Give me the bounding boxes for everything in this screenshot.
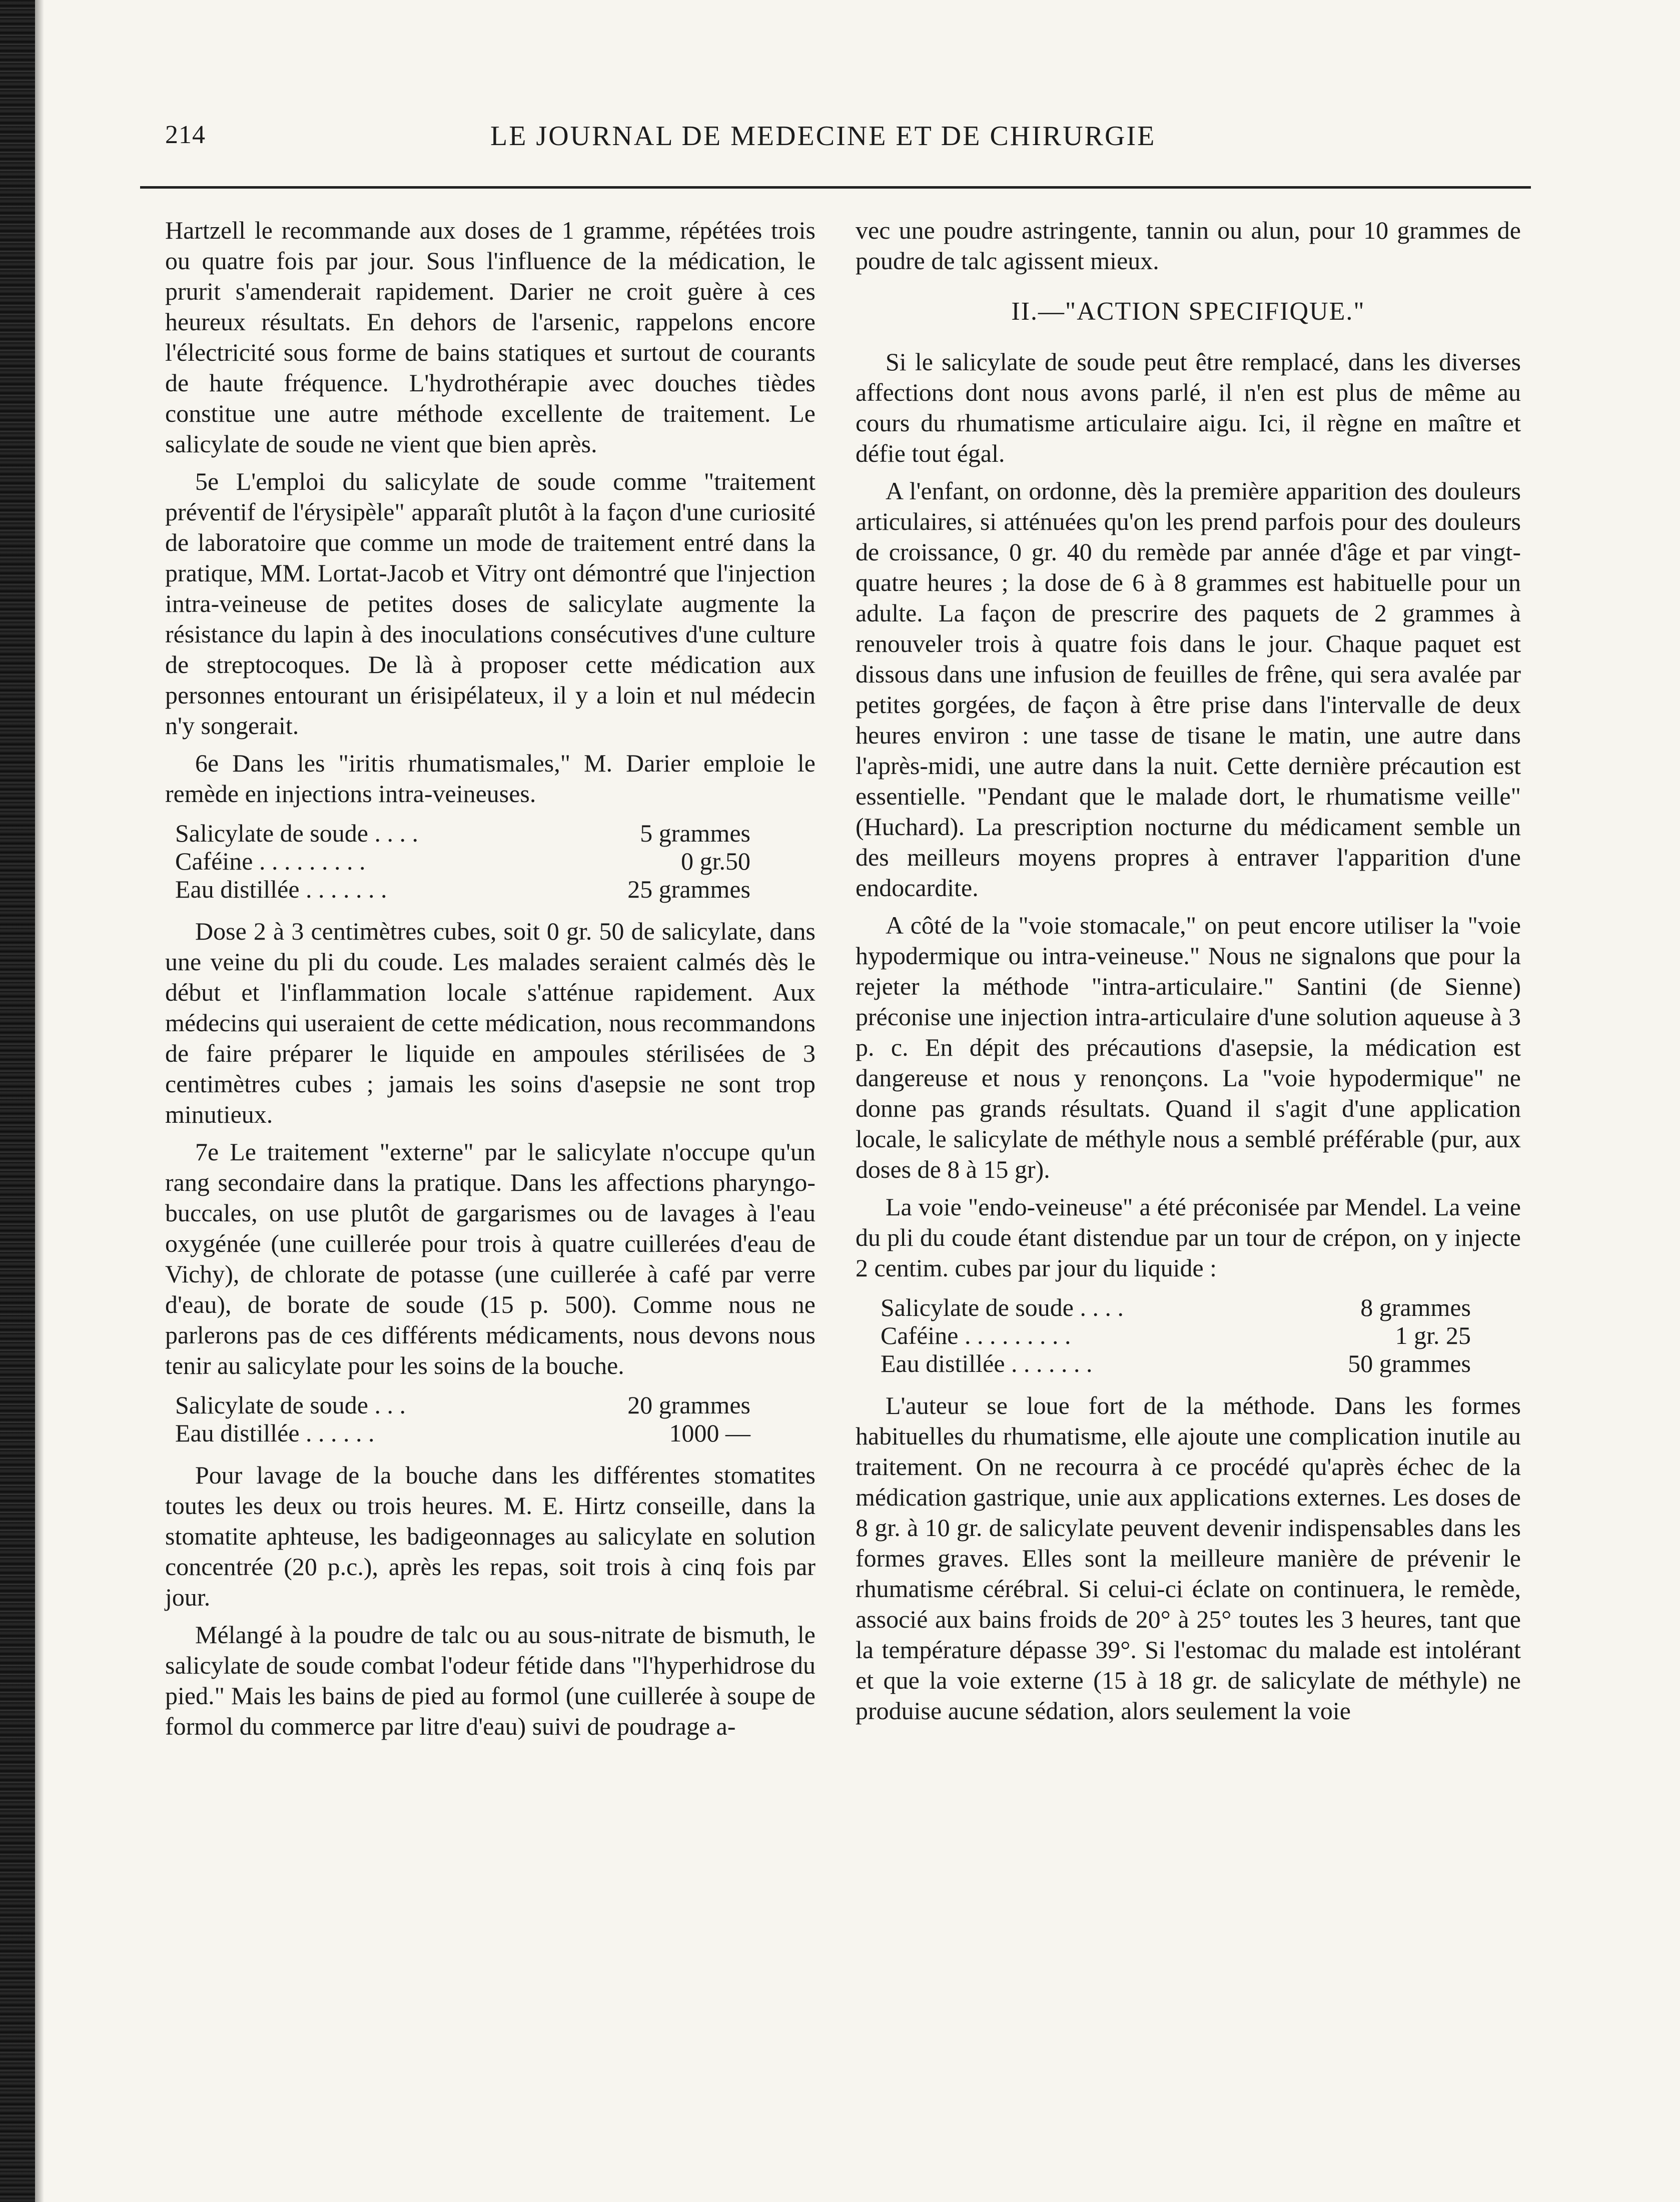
recipe-table <box>175 819 750 903</box>
recipe-row <box>175 1419 750 1447</box>
recipe-ingredient: Salicylate de soude . . . <box>175 1391 406 1419</box>
recipe-quantity: 1 gr. 25 <box>1395 1321 1471 1349</box>
recipe-ingredient: Eau distillée . . . . . . . <box>175 875 387 903</box>
recipe-quantity: 25 grammes <box>627 875 750 903</box>
recipe-ingredient: Caféine . . . . . . . . . <box>175 847 366 875</box>
recipe-ingredient: Eau distillée . . . . . . . <box>881 1349 1093 1377</box>
paragraph: L'auteur se loue fort de la méthode. Dans les formes habituelles du rhumatisme, elle ajoute une complication inutile au traitement. On ne recourra à ce procédé qu'après échec de la médication gastrique, unie aux applications externes. Les doses de 8 gr. à 10 gr. de salicylate peuvent devenir indispensables dans les formes graves. Elles sont la meilleure manière de prévenir le rhumatisme cérébral. Si celui-ci éclate on continuera, le remède, associé aux bains froids de 20° à 25° toutes les 3 heures, tant que la température dépasse 39°. Si l'estomac du malade est intolérant et que la voie externe (15 à 18 gr. de salicylate de méthyle) ne produise aucune sédation, alors seulement la voie <box>856 1391 1521 1725</box>
paragraph: Mélangé à la poudre de talc ou au sous-nitrate de bismuth, le salicylate de soude combat l'odeur fétide dans "l'hyperhidrose du pied." Mais les bains de pied au formol (une cuillerée à soupe de formol du commerce par litre d'eau) suivi de poudrage a- <box>165 1621 815 1740</box>
recipe-row <box>881 1349 1471 1377</box>
paragraph: 6e Dans les "iritis rhumatismales," M. Darier emploie le remède en injections intra-veineuses. <box>165 749 815 808</box>
recipe-table <box>175 1391 750 1447</box>
paragraph: 7e Le traitement "externe" par le salicylate n'occupe qu'un rang secondaire dans la pratique. Dans les affections pharyngo-buccales, on use plutôt de gargarismes ou de lavages à l'eau oxygénée (une cuillerée pour trois à quatre cuillerées d'eau de Vichy), de chlorate de potasse (une cuillerée à café par verre d'eau), de borate de soude (15 p. 500). Comme nous ne parlerons pas de ces différents médicaments, nous devons nous tenir au salicylate pour les soins de la bouche. <box>165 1138 815 1379</box>
recipe-quantity: 8 grammes <box>1360 1293 1471 1321</box>
recipe-ingredient: Eau distillée . . . . . . <box>175 1419 375 1447</box>
header-rule <box>140 186 1531 189</box>
recipe-ingredient: Salicylate de soude . . . . <box>175 819 418 847</box>
recipe-row <box>175 847 750 875</box>
left-column <box>165 215 815 1749</box>
page-number: 214 <box>165 121 206 149</box>
recipe-quantity: 20 grammes <box>627 1391 750 1419</box>
recipe-row <box>175 875 750 903</box>
section-heading: II.—"ACTION SPECIFIQUE." <box>1011 297 1365 326</box>
recipe-quantity: 5 grammes <box>640 819 750 847</box>
recipe-ingredient: Salicylate de soude . . . . <box>881 1293 1124 1321</box>
paragraph: Hartzell le recommande aux doses de 1 gramme, répétées trois ou quatre fois par jour. Sous l'influence de la médication, le prurit s'amenderait rapidement. Darier ne croit guère à ces heureux résultats. En dehors de l'arsenic, rappelons encore l'électricité sous forme de bains statiques et surtout de courants de haute fréquence. L'hydrothérapie avec douches tièdes constitue une autre méthode excellente de traitement. Le salicylate de soude ne vient que bien après. <box>165 216 815 458</box>
right-column <box>856 215 1521 1733</box>
paragraph: A côté de la "voie stomacale," on peut encore utiliser la "voie hypodermique ou intra-veineuse." Nous ne signalons que pour la rejeter la méthode "intra-articulaire." Santini (de Sienne) préconise une injection intra-articulaire d'une solution aqueuse à 3 p. c. En dépit des précautions d'asepsie, la médication est dangereuse et nous y renonçons. La "voie hypodermique" ne donne pas grands résultats. Quand il s'agit d'une application locale, le salicylate de méthyle nous a semblé préférable (pur, aux doses de 8 à 15 gr). <box>856 911 1521 1183</box>
recipe-quantity: 1000 — <box>669 1419 750 1447</box>
recipe-table <box>881 1293 1471 1377</box>
page-header <box>165 120 1546 175</box>
recipe-row <box>175 819 750 847</box>
paragraph: La voie "endo-veineuse" a été préconisée par Mendel. La veine du pli du coude étant distendue par un tour de crépon, on y injecte 2 centim. cubes par jour du liquide : <box>856 1193 1521 1282</box>
page-binding-edge <box>0 0 35 2202</box>
recipe-quantity: 0 gr.50 <box>681 847 750 875</box>
recipe-quantity: 50 grammes <box>1348 1349 1471 1377</box>
recipe-row <box>175 1391 750 1419</box>
paragraph: Dose 2 à 3 centimètres cubes, soit 0 gr. 50 de salicylate, dans une veine du pli du coude. Les malades seraient calmés dès le début et l'inflammation locale s'atténue rapidement. Aux médecins qui useraient de cette médication, nous recommandons de faire préparer le liquide en ampoules stérilisées de 3 centimètres cubes ; jamais les soins d'asepsie ne sont trop minutieux. <box>165 917 815 1128</box>
paragraph: vec une poudre astringente, tannin ou alun, pour 10 grammes de poudre de talc agissent mieux. <box>856 216 1521 275</box>
recipe-row <box>881 1293 1471 1321</box>
recipe-row <box>881 1321 1471 1349</box>
paragraph: Pour lavage de la bouche dans les différentes stomatites toutes les deux ou trois heures. M. E. Hirtz conseille, dans la stomatite aphteuse, les badigeonnages au salicylate en solution concentrée (20 p.c.), après les repas, soit trois à cinq fois par jour. <box>165 1461 815 1611</box>
recipe-ingredient: Caféine . . . . . . . . . <box>881 1321 1071 1349</box>
paragraph: Si le salicylate de soude peut être remplacé, dans les diverses affections dont nous avons parlé, il n'en est plus de même au cours du rhumatisme articulaire aigu. Ici, il règne en maître et défie tout égal. <box>856 348 1521 467</box>
running-title: LE JOURNAL DE MEDECINE ET DE CHIRURGIE <box>490 121 1156 152</box>
paragraph: A l'enfant, on ordonne, dès la première apparition des douleurs articulaires, si atténuées qu'on les prend parfois pour des douleurs de croissance, 0 gr. 40 du remède par année d'âge et par vingt-quatre heures ; la dose de 6 à 8 grammes est habituelle pour un adulte. La façon de prescrire des paquets de 2 grammes à renouveler trois à quatre fois dans le jour. Chaque paquet est dissous dans une infusion de feuilles de frêne, qui sera avalée par petites gorgées, de façon à être prise dans l'intervalle de deux heures environ : une tasse de tisane le matin, une autre dans l'après-midi, une autre dans la nuit. Cette dernière précaution est essentielle. "Pendant que le malade dort, le rhumatisme veille" (Huchard). La prescription nocturne du médicament semble un des meilleurs moyens propres à entraver l'apparition d'une endocardite. <box>856 477 1521 902</box>
paragraph: 5e L'emploi du salicylate de soude comme "traitement préventif de l'érysipèle" apparaît plutôt à la façon d'une curiosité de laboratoire que comme un mode de traitement entré dans la pratique, MM. Lortat-Jacob et Vitry ont démontré que l'injection intra-veineuse de petites doses de salicylate augmente la résistance du lapin à des inoculations consécutives d'une culture de streptocoques. De là à proposer cette médication aux personnes entourant un érisipélateux, il y a loin et nul médecin n'y songerait. <box>165 467 815 740</box>
